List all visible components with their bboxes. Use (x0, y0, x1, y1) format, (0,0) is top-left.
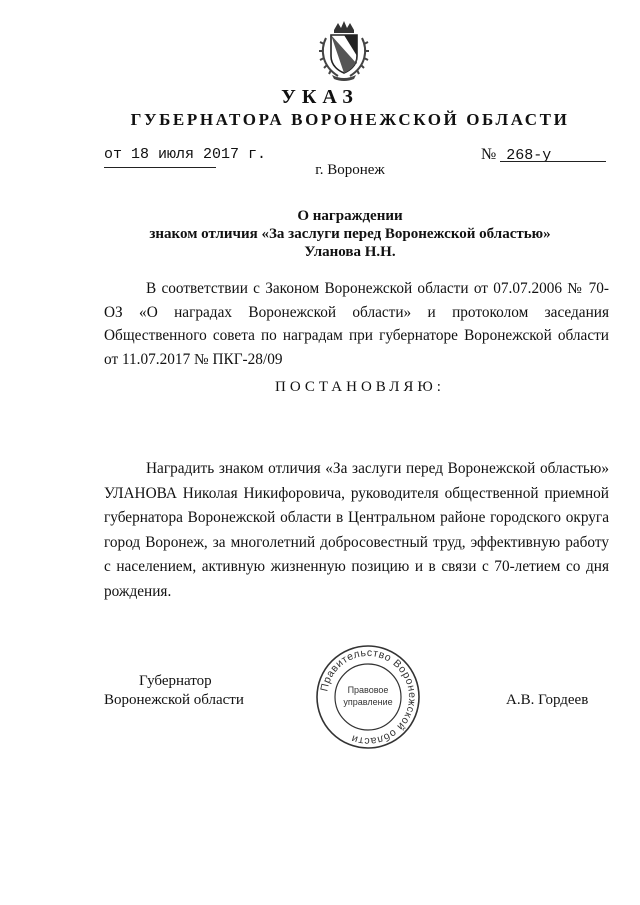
stamp-outer-text: Правительство Воронежской области (318, 646, 419, 748)
heading-line-1: О награждении (297, 208, 403, 224)
coat-of-arms-icon (316, 20, 372, 82)
decree-heading (130, 207, 570, 261)
decree-word: ПОСТАНОВЛЯЮ: (275, 379, 445, 395)
preamble-paragraph: В соответствии с Законом Воронежской области от 07.07.2006 № 70-ОЗ «О наградах Воронежской области» и протоколом заседания Общественного совета по наградам при губернаторе Воронежской области от 11.07.2017 № ПКГ-28/09 (104, 280, 609, 368)
document-title: УКАЗ (281, 86, 359, 108)
signatory-position (104, 672, 244, 710)
heading-line-2: знаком отличия «За заслуги перед Воронежской областью» (149, 226, 551, 242)
position-line-2: Воронежской области (104, 692, 244, 708)
document-subtitle: ГУБЕРНАТОРА ВОРОНЕЖСКОЙ ОБЛАСТИ (130, 110, 570, 129)
official-stamp (314, 643, 422, 751)
award-paragraph: Наградить знаком отличия «За заслуги перед Воронежской областью» УЛАНОВА Николая Никифоровича, руководителя общественной приемной губернатора Воронежской области в Центральном районе городского округа город Воронеж, за многолетний добросовестный труд, эффективную работу с населением, активную жизненную позицию и в связи с 70-летием со дня рождения. (104, 460, 609, 600)
stamp-inner-line-1: Правовое (347, 685, 389, 695)
city: г. Воронеж (315, 162, 385, 178)
decree-date: от 18 июля 2017 г. (104, 146, 267, 163)
signatory-name: А.В. Гордеев (506, 692, 589, 708)
number-label: № (481, 146, 497, 163)
position-line-1: Губернатор (139, 673, 212, 689)
heading-line-3: Уланова Н.Н. (304, 244, 396, 260)
decree-number: 268-у (506, 147, 552, 164)
stamp-inner-line-2: управление (343, 697, 393, 707)
